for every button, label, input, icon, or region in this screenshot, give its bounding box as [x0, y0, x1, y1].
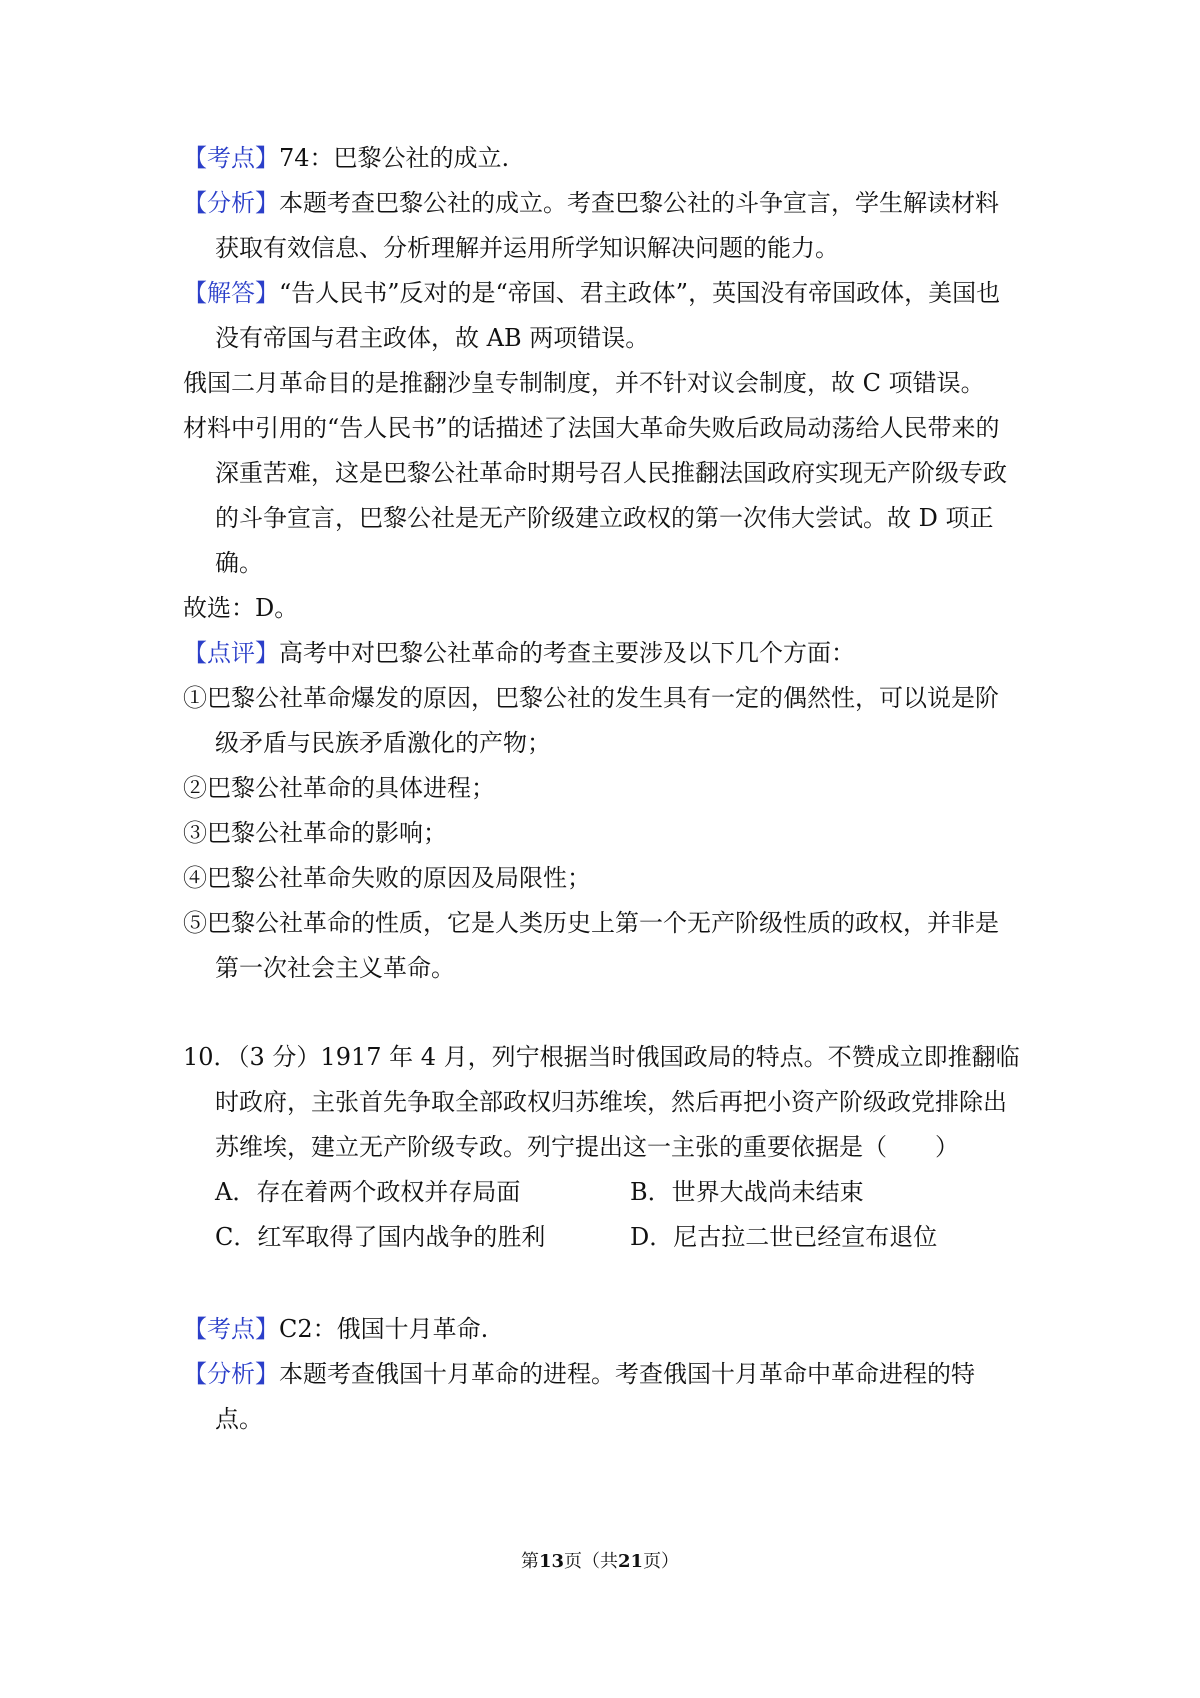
- footer-total-pages: 21: [618, 1551, 644, 1572]
- option-b: B．世界大战尚未结束: [630, 1178, 864, 1206]
- para-d-line-1: 材料中引用的“告人民书”的话描述了法国大革命失败后政局动荡给人民带来的: [183, 414, 1000, 442]
- fenxi-line-2-1: [183, 1357, 1200, 1391]
- question-10-line-3: 苏维埃，建立无产阶级专政。列宁提出这一主张的重要依据是（ ）: [215, 1133, 959, 1161]
- dianping-line: [183, 636, 1200, 670]
- fenxi-text-2-1: 本题考查俄国十月革命的进程。考查俄国十月革命中革命进程的特: [279, 1360, 975, 1388]
- fenxi-line-2-2: 点。: [215, 1405, 263, 1433]
- option-d: D．尼古拉二世已经宣布退位: [630, 1223, 938, 1251]
- kaodian-line-2: [183, 1312, 1200, 1346]
- fenxi-tag: 【分析】: [183, 189, 279, 217]
- page-footer: [0, 1550, 1200, 1574]
- guxuan-line: 故选：D。: [183, 594, 299, 622]
- footer-prefix: 第: [520, 1551, 539, 1572]
- kaodian-tag-2: 【考点】: [183, 1315, 279, 1343]
- question-10-line-2: 时政府，主张首先争取全部政权归苏维埃，然后再把小资产阶级政党排除出: [215, 1088, 1007, 1116]
- fenxi-line-2: 获取有效信息、分析理解并运用所学知识解决问题的能力。: [215, 234, 839, 262]
- para-d-line-2: 深重苦难，这是巴黎公社革命时期号召人民推翻法国政府实现无产阶级专政: [215, 459, 1007, 487]
- fenxi-tag-2: 【分析】: [183, 1360, 279, 1388]
- option-a: A．存在着两个政权并存局面: [215, 1178, 521, 1206]
- item-1-line-1: ①巴黎公社革命爆发的原因，巴黎公社的发生具有一定的偶然性，可以说是阶: [183, 684, 999, 712]
- dianping-tag: 【点评】: [183, 639, 279, 667]
- item-5-line-1: ⑤巴黎公社革命的性质，它是人类历史上第一个无产阶级性质的政权，并非是: [183, 909, 999, 937]
- item-2: ②巴黎公社革命的具体进程；: [183, 774, 495, 802]
- fenxi-text-1: 本题考查巴黎公社的成立。考查巴黎公社的斗争宣言，学生解读材料: [279, 189, 999, 217]
- dianping-text: 高考中对巴黎公社革命的考查主要涉及以下几个方面：: [279, 639, 855, 667]
- footer-page-number: 13: [538, 1551, 564, 1572]
- kaodian-text: 74：巴黎公社的成立.: [279, 144, 510, 172]
- jieda-line-1: [183, 276, 1200, 310]
- kaodian-text-2: C2：俄国十月革命.: [279, 1315, 489, 1343]
- option-c: C．红军取得了国内战争的胜利: [215, 1223, 546, 1251]
- item-3: ③巴黎公社革命的影响；: [183, 819, 447, 847]
- item-5-line-2: 第一次社会主义革命。: [215, 954, 455, 982]
- kaodian-line: [183, 141, 1200, 175]
- kaodian-tag: 【考点】: [183, 144, 279, 172]
- para-c: 俄国二月革命目的是推翻沙皇专制制度，并不针对议会制度，故 C 项错误。: [183, 369, 985, 397]
- jieda-text-1: “告人民书”反对的是“帝国、君主政体”，英国没有帝国政体，美国也: [279, 279, 1001, 307]
- item-4: ④巴黎公社革命失败的原因及局限性；: [183, 864, 591, 892]
- para-d-line-4: 确。: [215, 549, 263, 577]
- item-1-line-2: 级矛盾与民族矛盾激化的产物；: [215, 729, 551, 757]
- fenxi-line-1: [183, 186, 1200, 220]
- jieda-line-2: 没有帝国与君主政体，故 AB 两项错误。: [215, 324, 650, 352]
- footer-middle: 页（共: [564, 1551, 618, 1572]
- question-10-line-1: 10．（3 分）1917 年 4 月，列宁根据当时俄国政局的特点。不赞成立即推翻临: [183, 1043, 1020, 1071]
- footer-suffix: 页）: [643, 1551, 680, 1572]
- jieda-tag: 【解答】: [183, 279, 279, 307]
- para-d-line-3: 的斗争宣言，巴黎公社是无产阶级建立政权的第一次伟大尝试。故 D 项正: [215, 504, 994, 532]
